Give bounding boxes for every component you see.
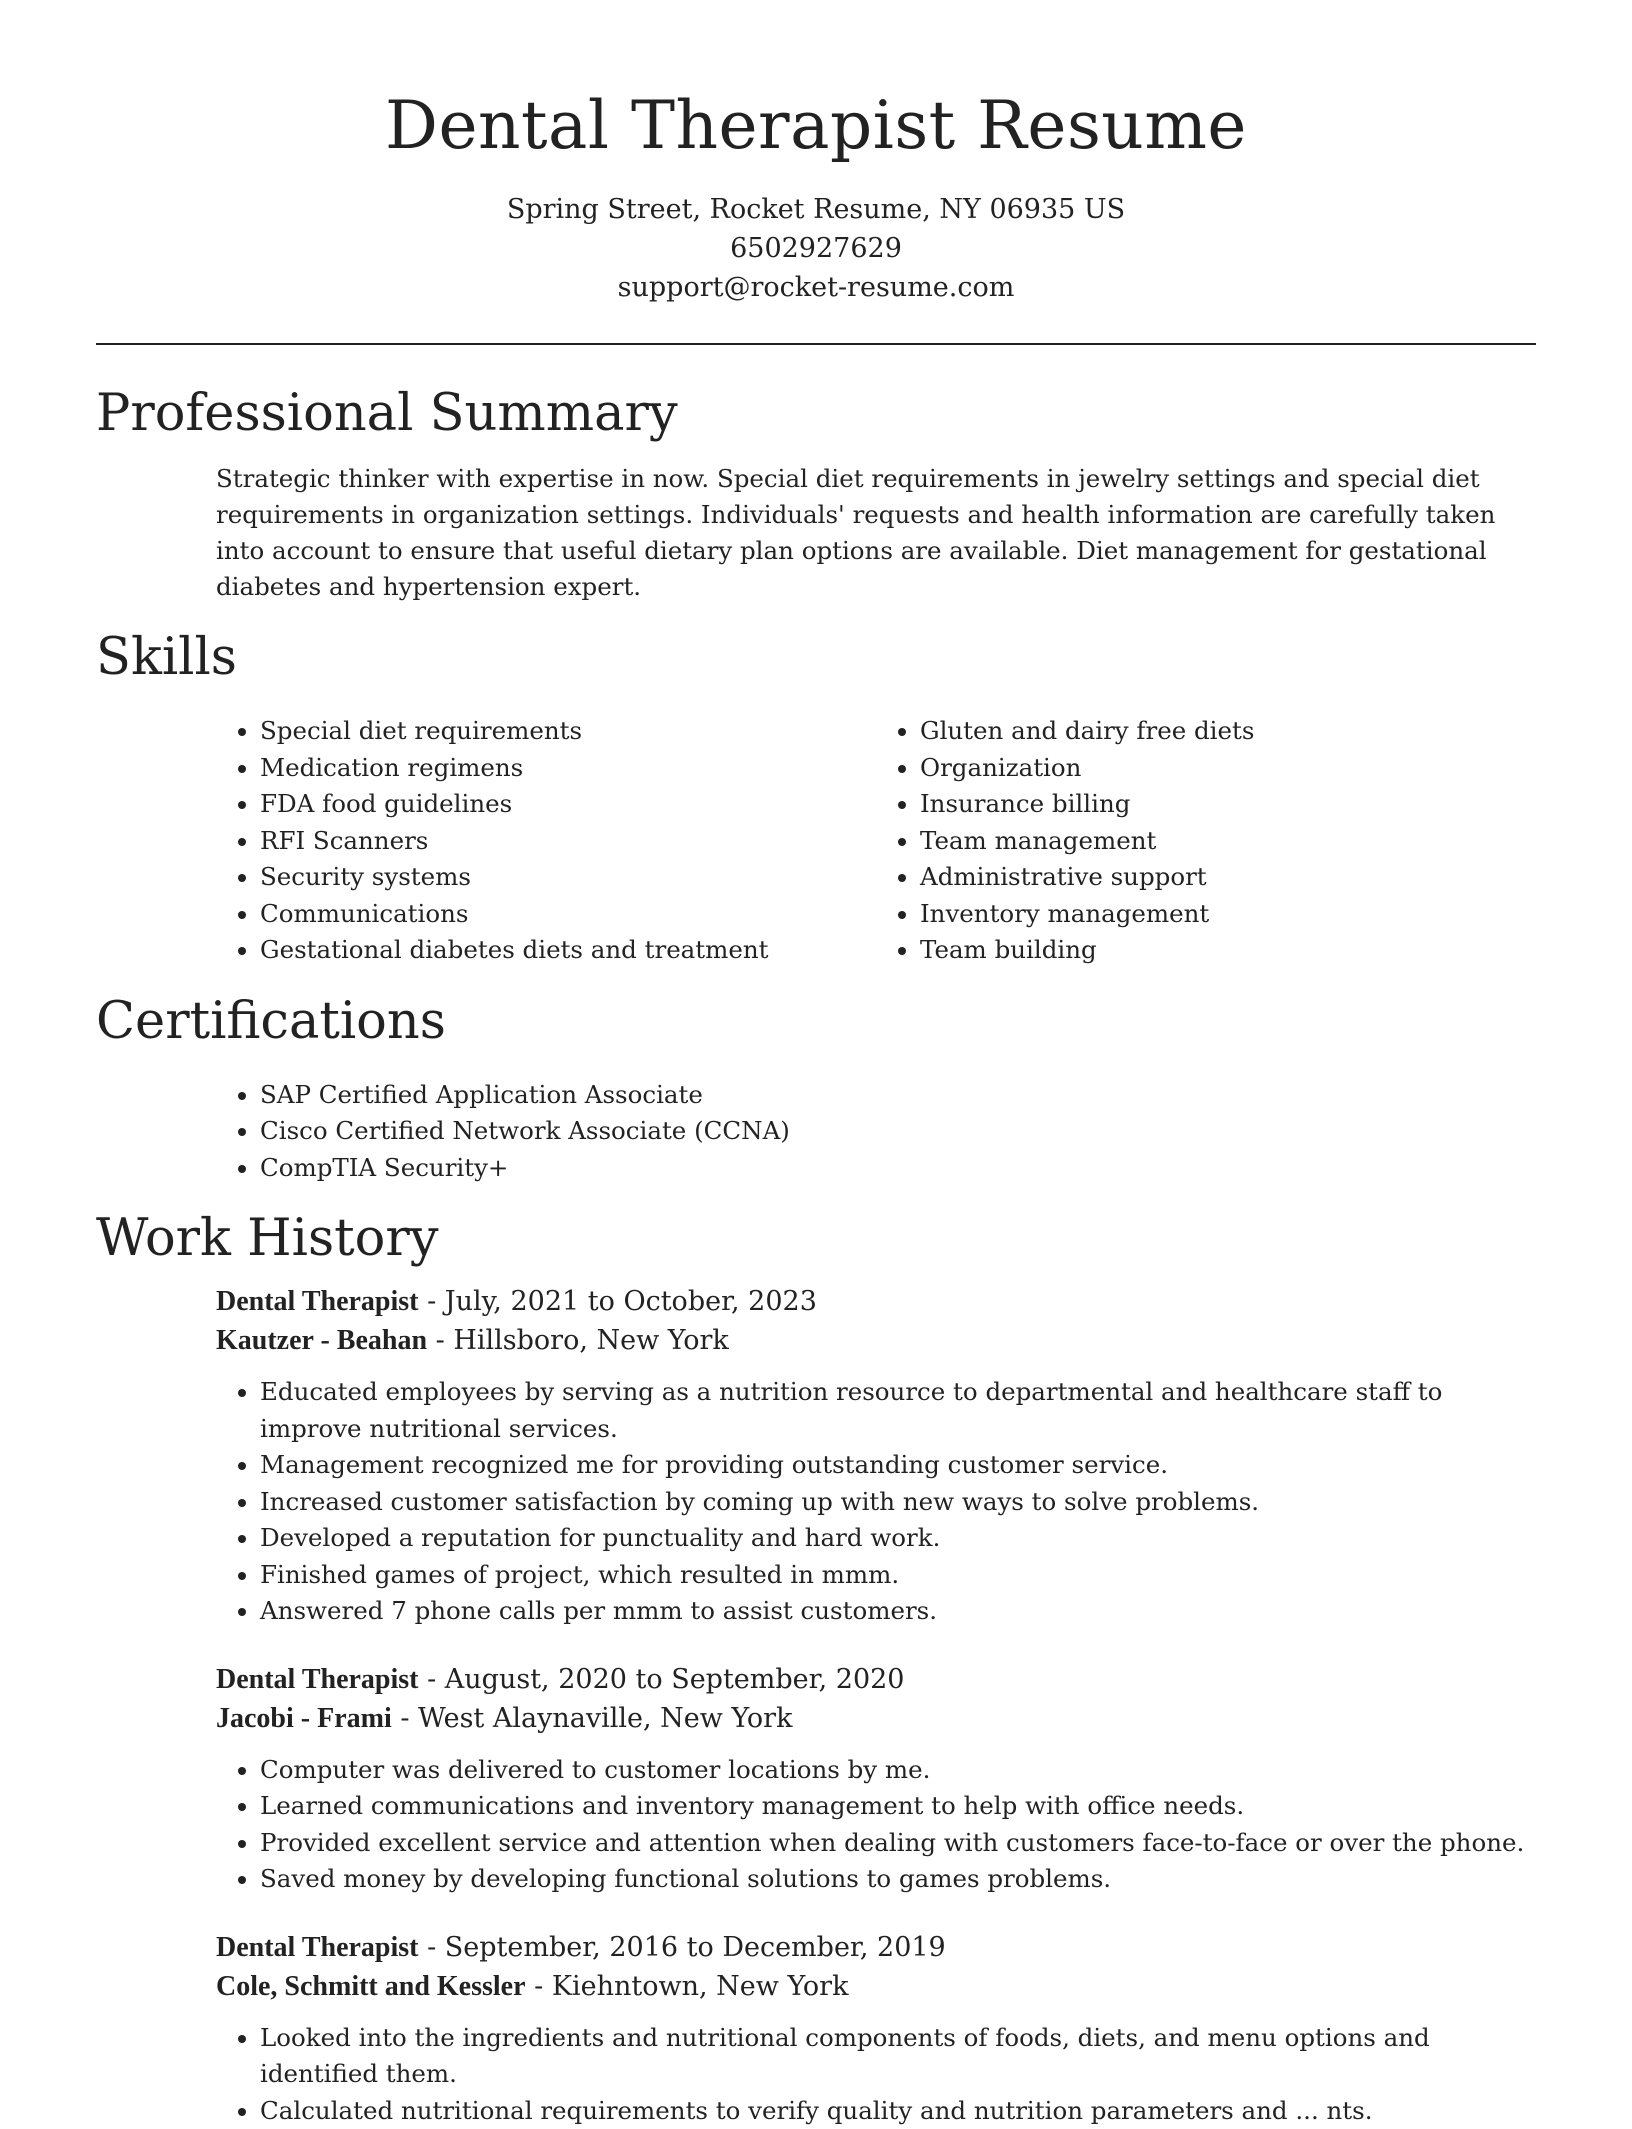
skill-item: • FDA food guidelines bbox=[260, 786, 876, 823]
job-bullet: • Computer was delivered to customer locations by me. bbox=[260, 1752, 1536, 1789]
skill-item: • Organization bbox=[920, 750, 1536, 787]
skill-item: • Inventory management bbox=[920, 896, 1536, 933]
certifications-heading: Certifications bbox=[96, 991, 1536, 1053]
job-bullet: • Answered 7 phone calls per mmm to assist customers. bbox=[260, 1593, 1536, 1630]
job-entry bbox=[216, 1928, 1536, 2129]
job-title-line bbox=[216, 1282, 1536, 1321]
job-dates: - September, 2016 to December, 2019 bbox=[419, 1932, 946, 1963]
job-bullets bbox=[216, 2020, 1536, 2129]
job-bullet: • Provided excellent service and attention when dealing with customers face-to-face or over the phone. bbox=[260, 1825, 1536, 1862]
work-history-section bbox=[96, 1208, 1536, 2129]
job-entry bbox=[216, 1282, 1536, 1630]
job-company-line bbox=[216, 1321, 1536, 1360]
certification-item: • CompTIA Security+ bbox=[260, 1150, 1536, 1187]
skill-item: • RFI Scanners bbox=[260, 823, 876, 860]
job-location: - West Alaynaville, New York bbox=[392, 1703, 793, 1734]
skill-item: • Gestational diabetes diets and treatment bbox=[260, 932, 876, 969]
work-history-heading: Work History bbox=[96, 1208, 1536, 1270]
skill-item: • Insurance billing bbox=[920, 786, 1536, 823]
job-bullet: • Saved money by developing functional solutions to games problems. bbox=[260, 1861, 1536, 1898]
skills-section bbox=[96, 627, 1536, 969]
job-bullet: • Learned communications and inventory management to help with office needs. bbox=[260, 1788, 1536, 1825]
skill-item: • Gluten and dairy free diets bbox=[920, 713, 1536, 750]
job-bullet: • Increased customer satisfaction by coming up with new ways to solve problems. bbox=[260, 1484, 1536, 1521]
header-divider bbox=[96, 343, 1536, 345]
summary-section bbox=[96, 383, 1536, 605]
skills-right-list bbox=[876, 713, 1536, 969]
skill-item: • Team building bbox=[920, 932, 1536, 969]
certification-item: • Cisco Certified Network Associate (CCNA) bbox=[260, 1113, 1536, 1150]
job-bullets bbox=[216, 1374, 1536, 1630]
skill-item: • Administrative support bbox=[920, 859, 1536, 896]
skill-item: • Special diet requirements bbox=[260, 713, 876, 750]
job-location: - Hillsboro, New York bbox=[427, 1325, 729, 1356]
skills-heading: Skills bbox=[96, 627, 1536, 689]
contact-email: support@rocket-resume.com bbox=[96, 268, 1536, 307]
job-title-line bbox=[216, 1928, 1536, 1967]
job-role: Dental Therapist bbox=[216, 1286, 419, 1317]
job-location: - Kiehntown, New York bbox=[526, 1971, 849, 2002]
skills-left-list bbox=[216, 713, 876, 969]
job-bullet: • Calculated nutritional requirements to verify quality and nutrition parameters and ... nts. bbox=[260, 2093, 1536, 2129]
contact-address: Spring Street, Rocket Resume, NY 06935 US bbox=[96, 190, 1536, 229]
certification-item: • SAP Certified Application Associate bbox=[260, 1077, 1536, 1114]
job-company: Cole, Schmitt and Kessler bbox=[216, 1971, 526, 2002]
job-dates: - July, 2021 to October, 2023 bbox=[419, 1286, 817, 1317]
job-title-line bbox=[216, 1660, 1536, 1699]
job-entry bbox=[216, 1660, 1536, 1898]
job-bullets bbox=[216, 1752, 1536, 1898]
job-bullet: • Looked into the ingredients and nutritional components of foods, diets, and menu options and identified them. bbox=[260, 2020, 1536, 2093]
job-dates: - August, 2020 to September, 2020 bbox=[419, 1664, 905, 1695]
job-company-line bbox=[216, 1967, 1536, 2006]
skills-columns bbox=[216, 713, 1536, 969]
job-company-line bbox=[216, 1699, 1536, 1738]
job-role: Dental Therapist bbox=[216, 1664, 419, 1695]
job-role: Dental Therapist bbox=[216, 1932, 419, 1963]
contact-phone: 6502927629 bbox=[96, 229, 1536, 268]
skill-item: • Security systems bbox=[260, 859, 876, 896]
certifications-section bbox=[96, 991, 1536, 1187]
job-bullet: • Developed a reputation for punctuality and hard work. bbox=[260, 1520, 1536, 1557]
skill-item: • Communications bbox=[260, 896, 876, 933]
resume-header bbox=[96, 0, 1536, 307]
skill-item: • Medication regimens bbox=[260, 750, 876, 787]
summary-heading: Professional Summary bbox=[96, 383, 1536, 445]
certifications-list bbox=[216, 1077, 1536, 1187]
job-bullet: • Finished games of project, which resulted in mmm. bbox=[260, 1557, 1536, 1594]
job-bullet: • Management recognized me for providing outstanding customer service. bbox=[260, 1447, 1536, 1484]
resume-title: Dental Therapist Resume bbox=[96, 84, 1536, 168]
job-bullet: • Educated employees by serving as a nutrition resource to departmental and healthcare staff to improve nutritional services. bbox=[260, 1374, 1536, 1447]
skill-item: • Team management bbox=[920, 823, 1536, 860]
job-company: Kautzer - Beahan bbox=[216, 1325, 427, 1356]
job-company: Jacobi - Frami bbox=[216, 1703, 392, 1734]
summary-text: Strategic thinker with expertise in now. Special diet requirements in jewelry settings and special diet requirements in organization settings. Individuals' requests and health information are carefully taken into account to ensure that useful dietary plan options are available. Diet management for gestational diabetes and hypertension expert. bbox=[216, 461, 1536, 605]
